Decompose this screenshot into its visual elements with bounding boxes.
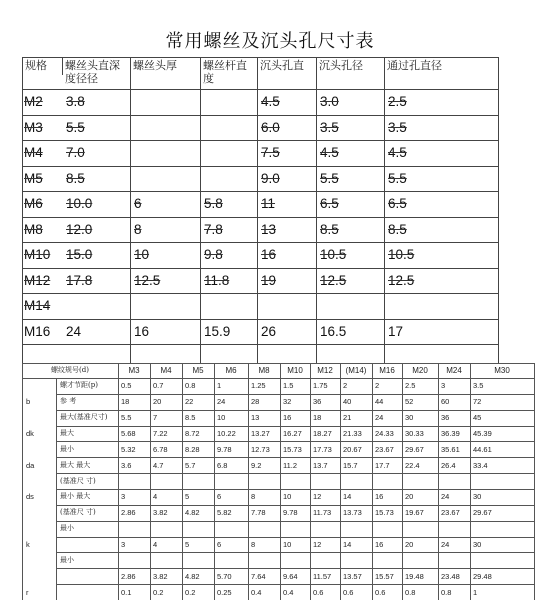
data-cell: 4.5	[320, 145, 339, 160]
thread-size: M20	[412, 366, 428, 375]
spec-value: 24	[217, 397, 226, 406]
spec-value: 33.4	[473, 461, 488, 470]
spec-value: 3	[121, 540, 126, 549]
column-header: 通过孔直径	[387, 59, 442, 72]
spec-value: 20	[405, 492, 414, 501]
spec-value: 8	[251, 492, 256, 501]
table-rule	[22, 293, 498, 294]
spec-value: 5.70	[217, 572, 232, 581]
column-header: 螺丝头厚	[133, 59, 177, 72]
spec-value: 6.8	[217, 461, 228, 470]
spec-value: 4	[153, 492, 158, 501]
spec-value: 3	[441, 381, 446, 390]
spec-value: 23.67	[375, 445, 394, 454]
spec-value: 22	[185, 397, 194, 406]
spec-value: 17.7	[375, 461, 390, 470]
spec-value: 18	[121, 397, 130, 406]
spec-value: 8.28	[185, 445, 200, 454]
data-cell: 10	[134, 247, 150, 262]
thread-size: (M14)	[345, 366, 367, 375]
spec-value: 12	[313, 540, 322, 549]
spec-value: 18	[313, 413, 322, 422]
data-cell: 24	[66, 324, 82, 339]
data-cell: 26	[261, 324, 277, 339]
spec-value: 23.48	[441, 572, 460, 581]
table-rule	[22, 268, 498, 269]
column-rule	[316, 57, 317, 363]
row-description: (基准尺 寸)	[60, 477, 96, 485]
table-rule	[56, 521, 534, 522]
spec-value: 13.7	[313, 461, 328, 470]
spec-value: 13	[251, 413, 260, 422]
spec-value: 24	[441, 540, 450, 549]
column-rule	[470, 363, 471, 600]
spec-value: 2	[375, 381, 380, 390]
spec-value: 22.4	[405, 461, 420, 470]
table-rule	[56, 552, 534, 553]
row-description: (基准尺 寸)	[60, 508, 96, 516]
data-cell: 8.5	[66, 171, 85, 186]
spec-value: 7.22	[153, 429, 168, 438]
spec-value: 7.78	[251, 508, 266, 517]
spec-value: 0.7	[153, 381, 164, 390]
spec-value: 0.2	[153, 588, 164, 597]
spec-value: 10	[283, 492, 292, 501]
column-rule	[280, 363, 281, 600]
column-rule	[248, 363, 249, 600]
data-cell: 7.8	[204, 222, 223, 237]
data-cell: 17	[388, 324, 404, 339]
column-header: 规格	[25, 59, 47, 72]
spec-value: 24.33	[375, 429, 394, 438]
spec-value: 44.61	[473, 445, 492, 454]
data-cell: 3.5	[320, 120, 339, 135]
data-cell: 12.0	[66, 222, 93, 237]
data-cell: 5.5	[388, 171, 407, 186]
data-cell: 17.8	[66, 273, 93, 288]
thread-size-label: 螺纹规号(d)	[51, 366, 89, 374]
thread-size: M12	[317, 366, 333, 375]
spec-value: 30	[473, 492, 482, 501]
data-cell: 16.5	[320, 324, 347, 339]
spec-value: 2.86	[121, 572, 136, 581]
spec-value: 5	[185, 492, 190, 501]
spec-value: 11.2	[283, 461, 298, 470]
data-cell: 7.0	[66, 145, 85, 160]
spec-value: 6	[217, 540, 222, 549]
spec-value: 20.67	[343, 445, 362, 454]
row-symbol: r	[26, 588, 29, 597]
spec-value: 1.75	[313, 381, 328, 390]
spec-value: 30	[473, 540, 482, 549]
spec-value: 0.4	[251, 588, 262, 597]
thread-size: M16	[379, 366, 395, 375]
column-header: 螺丝杆直度	[203, 59, 247, 85]
row-description: 螺才节距(p)	[60, 381, 98, 389]
data-cell: 3.5	[388, 120, 407, 135]
spec-value: 29.67	[405, 445, 424, 454]
spec-value: 3.82	[153, 508, 168, 517]
column-rule	[200, 57, 201, 363]
spec-value: 16.27	[283, 429, 302, 438]
spec-cell: M10	[24, 247, 51, 262]
row-symbol: da	[26, 461, 35, 470]
spec-value: 0.6	[375, 588, 386, 597]
spec-value: 0.6	[313, 588, 324, 597]
spec-value: 15.73	[375, 508, 394, 517]
table-rule	[22, 242, 498, 243]
spec-value: 23.67	[441, 508, 460, 517]
spec-value: 5.68	[121, 429, 136, 438]
table-border	[22, 378, 534, 379]
table-rule	[56, 568, 534, 569]
spec-value: 12	[313, 492, 322, 501]
spec-value: 0.25	[217, 588, 232, 597]
table-rule	[22, 166, 498, 167]
spec-value: 15.7	[343, 461, 358, 470]
spec-value: 2.5	[405, 381, 416, 390]
spec-value: 45.39	[473, 429, 492, 438]
table-rule	[56, 489, 534, 490]
spec-value: 7.64	[251, 572, 266, 581]
spec-value: 13.73	[343, 508, 362, 517]
data-cell: 16	[261, 247, 277, 262]
thread-size: M5	[192, 366, 204, 375]
row-description: 最大(基准尺寸)	[60, 413, 108, 421]
data-cell: 11.8	[204, 273, 230, 288]
row-symbol: k	[26, 540, 30, 549]
table-border	[22, 89, 498, 90]
table-rule	[22, 217, 498, 218]
spec-value: 9.64	[283, 572, 298, 581]
spec-value: 3.6	[121, 461, 132, 470]
table-rule	[56, 441, 534, 442]
spec-value: 9.2	[251, 461, 262, 470]
spec-value: 1.25	[251, 381, 266, 390]
spec-value: 10.22	[217, 429, 236, 438]
spec-value: 5.5	[121, 413, 132, 422]
column-header: 螺丝头直深度径径	[65, 59, 120, 85]
spec-cell: M5	[24, 171, 43, 186]
spec-value: 40	[343, 397, 352, 406]
spec-value: 5.82	[217, 508, 232, 517]
data-cell: 13	[261, 222, 277, 237]
spec-cell: M6	[24, 196, 43, 211]
data-cell: 16	[134, 324, 150, 339]
spec-value: 13.27	[251, 429, 270, 438]
row-symbol: b	[26, 397, 31, 406]
row-description: 最小	[60, 445, 74, 453]
table-rule	[56, 537, 534, 538]
spec-value: 30	[405, 413, 414, 422]
spec-value: 4.82	[185, 572, 200, 581]
table-border	[22, 363, 534, 364]
column-rule	[56, 378, 57, 600]
spec-value: 9.78	[217, 445, 232, 454]
spec-value: 28	[251, 397, 260, 406]
table-rule	[56, 394, 534, 395]
data-cell: 5.5	[66, 120, 85, 135]
column-rule	[214, 363, 215, 600]
spec-value: 5.7	[185, 461, 196, 470]
spec-value: 52	[405, 397, 414, 406]
thread-size: M3	[128, 366, 140, 375]
thread-size: M4	[160, 366, 172, 375]
row-symbol: dk	[26, 429, 34, 438]
spec-cell: M14	[24, 298, 51, 313]
thread-size: M8	[258, 366, 270, 375]
data-cell: 19	[261, 273, 277, 288]
spec-value: 26.4	[441, 461, 456, 470]
spec-value: 45	[473, 413, 482, 422]
data-cell: 10.5	[320, 247, 347, 262]
screw-spec-table	[22, 363, 534, 600]
spec-value: 24	[375, 413, 384, 422]
data-cell: 8	[134, 222, 142, 237]
spec-value: 7	[153, 413, 158, 422]
spec-value: 36.39	[441, 429, 460, 438]
spec-value: 0.4	[283, 588, 294, 597]
column-rule	[340, 363, 341, 600]
column-rule	[62, 57, 63, 75]
row-description: 参 考	[60, 397, 77, 405]
page-title: 常用螺丝及沉头孔尺寸表	[165, 31, 375, 52]
spec-value: 12.73	[251, 445, 270, 454]
row-description: 最大 最大	[60, 461, 91, 469]
spec-value: 20	[153, 397, 162, 406]
column-rule	[402, 363, 403, 600]
table-rule	[22, 344, 498, 345]
column-rule	[498, 57, 499, 363]
data-cell: 6.0	[261, 120, 280, 135]
spec-value: 14	[343, 492, 352, 501]
column-rule	[182, 363, 183, 600]
data-cell: 6.5	[388, 196, 407, 211]
data-cell: 12.5	[388, 273, 415, 288]
spec-value: 3.5	[473, 381, 484, 390]
spec-value: 8	[251, 540, 256, 549]
data-cell: 12.5	[320, 273, 347, 288]
column-rule	[310, 363, 311, 600]
column-rule	[118, 363, 119, 600]
spec-value: 0.2	[185, 588, 196, 597]
data-cell: 4.5	[261, 94, 280, 109]
spec-value: 4	[153, 540, 158, 549]
spec-value: 10	[283, 540, 292, 549]
column-rule	[22, 363, 23, 600]
spec-value: 17.73	[313, 445, 332, 454]
spec-value: 10	[217, 413, 226, 422]
spec-value: 36	[441, 413, 450, 422]
column-rule	[438, 363, 439, 600]
data-cell: 4.5	[388, 145, 407, 160]
data-cell: 15.9	[204, 324, 231, 339]
thread-size: M24	[446, 366, 462, 375]
table-rule	[22, 115, 498, 116]
spec-value: 4.7	[153, 461, 164, 470]
thread-size: M10	[287, 366, 303, 375]
data-cell: 9.8	[204, 247, 223, 262]
spec-value: 0.8	[185, 381, 196, 390]
spec-value: 36	[313, 397, 322, 406]
column-rule	[130, 57, 131, 363]
spec-value: 29.48	[473, 572, 492, 581]
data-cell: 6	[134, 196, 142, 211]
spec-value: 8.5	[185, 413, 196, 422]
spec-value: 35.61	[441, 445, 460, 454]
spec-value: 3	[121, 492, 126, 501]
column-rule	[534, 363, 535, 600]
spec-value: 1	[217, 381, 222, 390]
data-cell: 10.0	[66, 196, 93, 211]
data-cell: 10.5	[388, 247, 415, 262]
spec-value: 20	[405, 540, 414, 549]
spec-value: 3.82	[153, 572, 168, 581]
spec-cell: M16	[24, 324, 51, 339]
data-cell: 8.5	[388, 222, 407, 237]
spec-value: 60	[441, 397, 450, 406]
data-cell: 12.5	[134, 273, 161, 288]
thread-size: M30	[494, 366, 510, 375]
row-description: 最小 最大	[60, 492, 91, 500]
spec-value: 6.78	[153, 445, 168, 454]
spec-value: 16	[375, 540, 384, 549]
spec-value: 44	[375, 397, 384, 406]
table-rule	[56, 426, 534, 427]
column-rule	[384, 57, 385, 363]
data-cell: 5.5	[320, 171, 339, 186]
column-header: 沉头孔直	[260, 59, 304, 72]
column-rule	[150, 363, 151, 600]
spec-value: 0.1	[121, 588, 132, 597]
row-symbol: ds	[26, 492, 34, 501]
table-rule	[22, 319, 498, 320]
spec-value: 15.73	[283, 445, 302, 454]
spec-value: 30.33	[405, 429, 424, 438]
spec-value: 1.5	[283, 381, 294, 390]
data-cell: 11	[261, 196, 276, 211]
table-border	[22, 57, 498, 58]
column-rule	[22, 57, 23, 363]
spec-value: 13.57	[343, 572, 362, 581]
spec-value: 15.57	[375, 572, 394, 581]
spec-value: 2	[343, 381, 348, 390]
data-cell: 2.5	[388, 94, 407, 109]
spec-value: 1	[473, 588, 478, 597]
data-cell: 5.8	[204, 196, 223, 211]
spec-cell: M12	[24, 273, 51, 288]
spec-value: 0.8	[405, 588, 416, 597]
spec-value: 24	[441, 492, 450, 501]
spec-value: 9.78	[283, 508, 298, 517]
table-rule	[56, 505, 534, 506]
data-cell: 3.0	[320, 94, 339, 109]
spec-value: 19.67	[405, 508, 424, 517]
spec-value: 14	[343, 540, 352, 549]
table-rule	[56, 410, 534, 411]
spec-value: 32	[283, 397, 292, 406]
column-header: 沉头孔径	[319, 59, 363, 72]
data-cell: 7.5	[261, 145, 280, 160]
table-rule	[22, 140, 498, 141]
spec-value: 19.48	[405, 572, 424, 581]
spec-value: 0.5	[121, 381, 132, 390]
spec-value: 21	[343, 413, 352, 422]
row-description: 最小	[60, 524, 74, 532]
spec-cell: M2	[24, 94, 43, 109]
data-cell: 8.5	[320, 222, 339, 237]
column-rule	[372, 363, 373, 600]
spec-value: 5.32	[121, 445, 136, 454]
spec-value: 2.86	[121, 508, 136, 517]
spec-value: 16	[375, 492, 384, 501]
column-rule	[257, 57, 258, 363]
thread-size: M6	[225, 366, 237, 375]
spec-value: 0.6	[343, 588, 354, 597]
table-rule	[56, 473, 534, 474]
data-cell: 9.0	[261, 171, 280, 186]
row-description: 最大	[60, 429, 74, 437]
spec-value: 11.73	[313, 508, 332, 517]
table-rule	[22, 191, 498, 192]
spec-value: 6	[217, 492, 222, 501]
data-cell: 15.0	[66, 247, 93, 262]
spec-value: 8.72	[185, 429, 200, 438]
row-description: 最小	[60, 556, 74, 564]
spec-value: 29.67	[473, 508, 492, 517]
spec-cell: M8	[24, 222, 43, 237]
table-rule	[56, 457, 534, 458]
spec-value: 4.82	[185, 508, 200, 517]
screw-size-table	[22, 57, 498, 363]
spec-value: 0.8	[441, 588, 452, 597]
data-cell: 3.8	[66, 94, 85, 109]
table-rule	[56, 584, 534, 585]
spec-cell: M4	[24, 145, 43, 160]
spec-value: 21.33	[343, 429, 362, 438]
spec-value: 5	[185, 540, 190, 549]
spec-cell: M3	[24, 120, 43, 135]
data-cell: 6.5	[320, 196, 339, 211]
spec-value: 72	[473, 397, 482, 406]
spec-value: 16	[283, 413, 292, 422]
spec-value: 18.27	[313, 429, 332, 438]
spec-value: 11.57	[313, 572, 332, 581]
